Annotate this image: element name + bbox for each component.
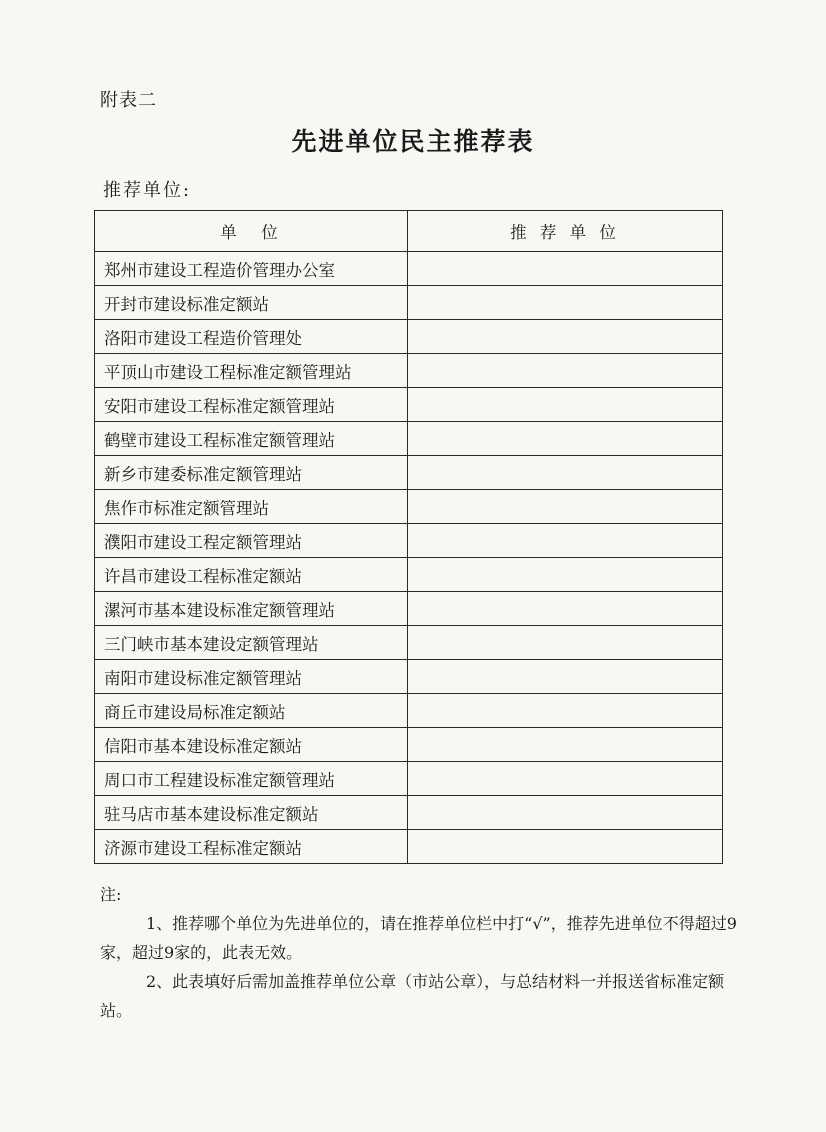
table-row	[95, 796, 723, 830]
unit-name: 周口市工程建设标准定额管理站	[95, 762, 408, 796]
table-row	[95, 286, 723, 320]
recommend-cell[interactable]	[408, 456, 723, 490]
recommend-cell[interactable]	[408, 558, 723, 592]
unit-name: 济源市建设工程标准定额站	[95, 830, 408, 864]
unit-name: 安阳市建设工程标准定额管理站	[95, 388, 408, 422]
recommend-cell[interactable]	[408, 694, 723, 728]
recommend-cell[interactable]	[408, 830, 723, 864]
document-title: 先进单位民主推荐表	[291, 127, 535, 156]
note-item: 1、推荐哪个单位为先进单位的，请在推荐单位栏中打“√”，推荐先进单位不得超过9家，超过9家的，此表无效。	[100, 914, 737, 962]
table-row	[95, 320, 723, 354]
table-row	[95, 456, 723, 490]
unit-name: 新乡市建委标准定额管理站	[95, 456, 408, 490]
table-row	[95, 388, 723, 422]
table-row	[95, 762, 723, 796]
recommend-cell[interactable]	[408, 252, 723, 286]
notes-label: 注:	[100, 885, 122, 904]
note-item: 2、此表填好后需加盖推荐单位公章（市站公章），与总结材料一并报送省标准定额站。	[100, 972, 725, 1020]
recommend-cell[interactable]	[408, 762, 723, 796]
unit-name: 南阳市建设标准定额管理站	[95, 660, 408, 694]
recommend-cell[interactable]	[408, 660, 723, 694]
notes-section	[100, 880, 740, 1025]
recommend-cell[interactable]	[408, 728, 723, 762]
recommend-cell[interactable]	[408, 592, 723, 626]
header-unit: 单 位	[95, 211, 408, 252]
recommend-cell[interactable]	[408, 354, 723, 388]
table-row	[95, 728, 723, 762]
unit-name: 商丘市建设局标准定额站	[95, 694, 408, 728]
unit-name: 开封市建设标准定额站	[95, 286, 408, 320]
unit-name: 郑州市建设工程造价管理办公室	[95, 252, 408, 286]
table-row	[95, 694, 723, 728]
table-row	[95, 660, 723, 694]
recommend-cell[interactable]	[408, 286, 723, 320]
unit-name: 许昌市建设工程标准定额站	[95, 558, 408, 592]
recommender-label: 推荐单位:	[103, 180, 192, 201]
table-row	[95, 252, 723, 286]
table-row	[95, 422, 723, 456]
table-header-row	[95, 211, 723, 252]
recommendation-table	[94, 210, 723, 864]
header-recommend: 推 荐 单 位	[408, 211, 723, 252]
unit-name: 平顶山市建设工程标准定额管理站	[95, 354, 408, 388]
unit-name: 焦作市标准定额管理站	[95, 490, 408, 524]
table-row	[95, 626, 723, 660]
table-row	[95, 354, 723, 388]
recommend-cell[interactable]	[408, 320, 723, 354]
table-row	[95, 830, 723, 864]
table-row	[95, 524, 723, 558]
unit-name: 漯河市基本建设标准定额管理站	[95, 592, 408, 626]
recommend-cell[interactable]	[408, 626, 723, 660]
recommend-cell[interactable]	[408, 796, 723, 830]
table-row	[95, 558, 723, 592]
unit-name: 洛阳市建设工程造价管理处	[95, 320, 408, 354]
table-row	[95, 490, 723, 524]
unit-name: 鹤壁市建设工程标准定额管理站	[95, 422, 408, 456]
unit-name: 信阳市基本建设标准定额站	[95, 728, 408, 762]
unit-name: 濮阳市建设工程定额管理站	[95, 524, 408, 558]
recommend-cell[interactable]	[408, 388, 723, 422]
unit-name: 三门峡市基本建设定额管理站	[95, 626, 408, 660]
table-row	[95, 592, 723, 626]
recommend-cell[interactable]	[408, 490, 723, 524]
recommend-cell[interactable]	[408, 422, 723, 456]
recommend-cell[interactable]	[408, 524, 723, 558]
annex-label: 附表二	[100, 90, 157, 111]
unit-name: 驻马店市基本建设标准定额站	[95, 796, 408, 830]
